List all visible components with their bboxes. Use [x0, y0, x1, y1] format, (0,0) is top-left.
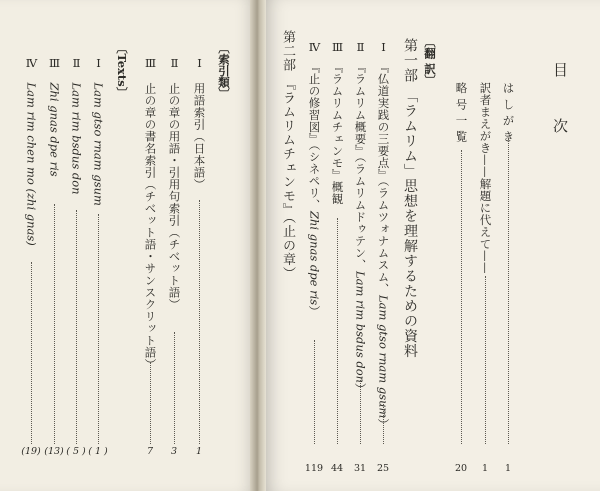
index-item-2: Ⅱ 止の章の用語・引用句索引（チベット語） — [167, 56, 182, 311]
front-item-preface: は し が き — [501, 82, 516, 143]
page-number: 31 — [353, 463, 367, 474]
part1-item-1: Ⅰ 『仏道実践の三要点』（ラムツォナムスム、Lam gtso rnam gsum） — [376, 40, 391, 431]
leader-dots — [461, 150, 462, 444]
leader-dots — [485, 276, 486, 444]
front-item-abbreviations: 略 号 一 覧 — [454, 82, 469, 143]
book-gutter — [250, 0, 266, 491]
leader-dots — [174, 332, 175, 444]
leader-dots — [54, 204, 55, 444]
translation-header: 〔翻 訳〕 — [423, 36, 437, 87]
page-number: 25 — [376, 463, 390, 474]
leader-dots — [98, 214, 99, 444]
part1-item-4: Ⅳ 『止の修習図』（シネペリ、Zhi gnas dpe ris） — [307, 40, 322, 318]
page-number: 44 — [330, 463, 344, 474]
toc-title: 目 次 — [551, 62, 569, 151]
leader-dots — [337, 218, 338, 444]
page-number: ( 5 ) — [66, 446, 86, 457]
texts-header: 〔Texts〕 — [115, 42, 129, 99]
page-number: (19) — [21, 446, 41, 457]
page-number: (13) — [44, 446, 64, 457]
page-number: 1 — [481, 463, 489, 474]
part1-item-3: Ⅲ 『ラムリムチェンモ』概観 — [330, 40, 345, 205]
page-number: 119 — [304, 463, 324, 474]
page-number: 3 — [170, 446, 178, 457]
page-number: 20 — [454, 463, 468, 474]
index-item-3: Ⅲ 止の章の書名索引（チベット語・サンスクリット語） — [143, 56, 158, 371]
leader-dots — [360, 380, 361, 444]
texts-item-1: Ⅰ Lam gtso rnam gsum — [91, 56, 106, 206]
leader-dots — [383, 404, 384, 444]
page-number: 1 — [504, 463, 512, 474]
page-number: 1 — [195, 446, 203, 457]
part1-heading: 第一部 「ラムリム」思想を理解するための資料 — [402, 38, 418, 359]
leader-dots — [150, 362, 151, 444]
leader-dots — [31, 262, 32, 444]
leader-dots — [508, 138, 509, 444]
page-number: 7 — [146, 446, 154, 457]
leader-dots — [199, 200, 200, 444]
texts-item-4: Ⅳ Lam rim chen mo (zhi gnas) — [24, 56, 39, 246]
front-item-translator-preface: 訳者まえがき——解題に代えて—— — [478, 82, 493, 274]
leader-dots — [76, 210, 77, 444]
texts-item-3: Ⅲ Zhi gnas dpe ris — [47, 56, 62, 177]
leader-dots — [314, 340, 315, 444]
part2-heading: 第二部 『ラムリムチェンモ』（止の章） — [280, 30, 295, 281]
index-item-1: Ⅰ 用語索引（日本語） — [192, 56, 207, 191]
part1-item-2: Ⅱ 『ラムリム概要』（ラムリムドゥテン、Lam rim bsdus don） — [353, 40, 368, 396]
page-number: ( 1 ) — [88, 446, 108, 457]
index-header: 〔索引類〕 — [217, 42, 231, 100]
texts-item-2: Ⅱ Lam rim bsdus don — [69, 56, 84, 195]
